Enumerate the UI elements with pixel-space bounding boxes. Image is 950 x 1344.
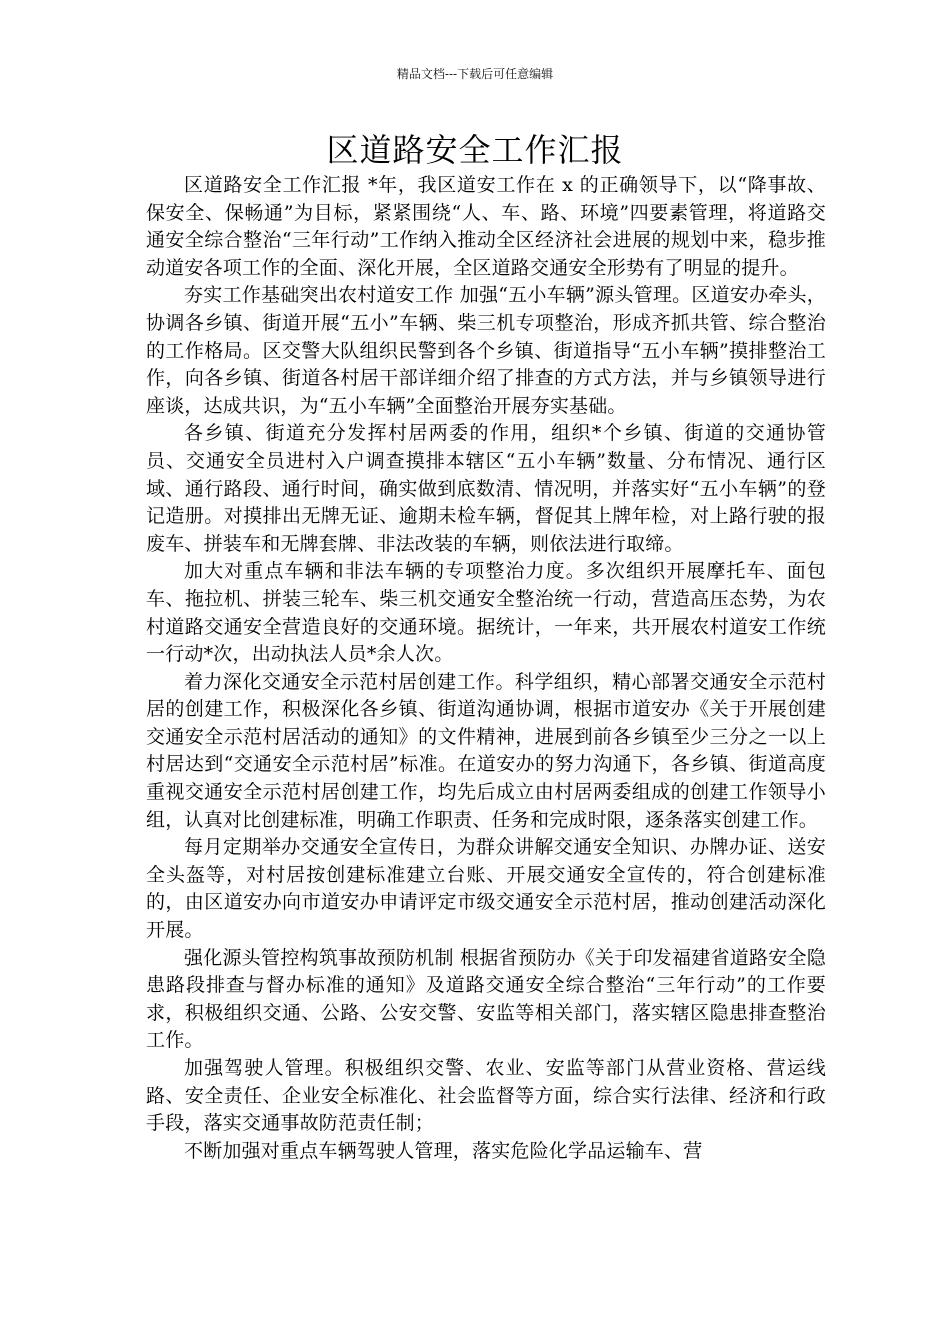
- paragraph-special-rectification: 加大对重点车辆和非法车辆的专项整治力度。多次组织开展摩托车、面包车、拖拉机、拼装三轮车、柴三机交通安全整治统一行动，营造高压态势，为农村道路交通安全营造良好的交通环境。据统计，一年来，共开展农村道安工作统一行动*次，出动执法人员*余人次。: [146, 560, 826, 666]
- paragraph-intro: 区道路安全工作汇报 *年，我区道安工作在 x 的正确领导下，以“降事故、保安全、保畅通”为目标，紧紧围绕“人、车、路、环境”四要素管理，将道路交通安全综合整治“三年行动”工作纳入推动全区经济社会进展的规划中来，稳步推动道安各项工作的全面、深化开展，全区道路交通安全形势有了明显的提升。: [146, 174, 826, 279]
- paragraph-key-vehicle-drivers: 不断加强对重点车辆驾驶人管理，落实危险化学品运输车、营: [184, 1139, 703, 1162]
- document-title: 区道路安全工作汇报: [326, 131, 624, 169]
- paragraph-publicity-day: 每月定期举办交通安全宣传日，为群众讲解交通安全知识、办牌办证、送安全头盔等，对村居按创建标准建立台账、开展交通安全宣传的，符合创建标准的，由区道安办向市道安办申请评定市级交通安全示范村居，推动创建活动深化开展。: [146, 836, 826, 942]
- paragraph-driver-management: 加强驾驶人管理。积极组织交警、农业、安监等部门从营业资格、营运线路、安全责任、企业安全标准化、社会监督等方面，综合实行法律、经济和行政手段，落实交通事故防范责任制；: [146, 1057, 826, 1135]
- document-body: [146, 172, 826, 1165]
- paragraph-village-committees: 各乡镇、街道充分发挥村居两委的作用，组织*个乡镇、街道的交通协管员、交通安全员进村入户调查摸排本辖区“五小车辆”数量、分布情况、通行区域、通行路段、通行时间，确实做到底数清、情况明，并落实好“五小车辆”的登记造册。对摸排出无牌无证、逾期未检车辆，督促其上牌年检，对上路行驶的报废车、拼装车和无牌套牌、非法改装的车辆，则依法进行取缔。: [146, 422, 826, 555]
- paragraph-five-small-vehicles: 夯实工作基础突出农村道安工作 加强“五小车辆”源头管理。区道安办牵头，协调各乡镇、街道开展“五小”车辆、柴三机专项整治，形成齐抓共管、综合整治的工作格局。区交警大队组织民警到各个乡镇、街道指导“五小车辆”摸排整治工作，向各乡镇、街道各村居干部详细介绍了排查的方式方法，并与乡镇领导进行座谈，达成共识，为“五小车辆”全面整治开展夯实基础。: [146, 284, 826, 417]
- paragraph-demonstration-villages: 着力深化交通安全示范村居创建工作。科学组织，精心部署交通安全示范村居的创建工作，积极深化各乡镇、街道沟通协调，根据市道安办《关于开展创建交通安全示范村居活动的通知》的文件精神，进展到前各乡镇至少三分之一以上村居达到“交通安全示范村居”标准。在道安办的努力沟通下，各乡镇、街道高度重视交通安全示范村居创建工作，均先后成立由村居两委组成的创建工作领导小组，认真对比创建标准，明确工作职责、任务和完成时限，逐条落实创建工作。: [146, 670, 826, 831]
- page-header: 精品文档---下载后可任意编辑: [396, 67, 554, 81]
- paragraph-source-control: 强化源头管控构筑事故预防机制 根据省预防办《关于印发福建省道路安全隐患路段排查与督办标准的通知》及道路交通安全综合整治“三年行动”的工作要求，积极组织交通、公路、公安交警、安监等相关部门，落实辖区隐患排查整治工作。: [146, 946, 826, 1052]
